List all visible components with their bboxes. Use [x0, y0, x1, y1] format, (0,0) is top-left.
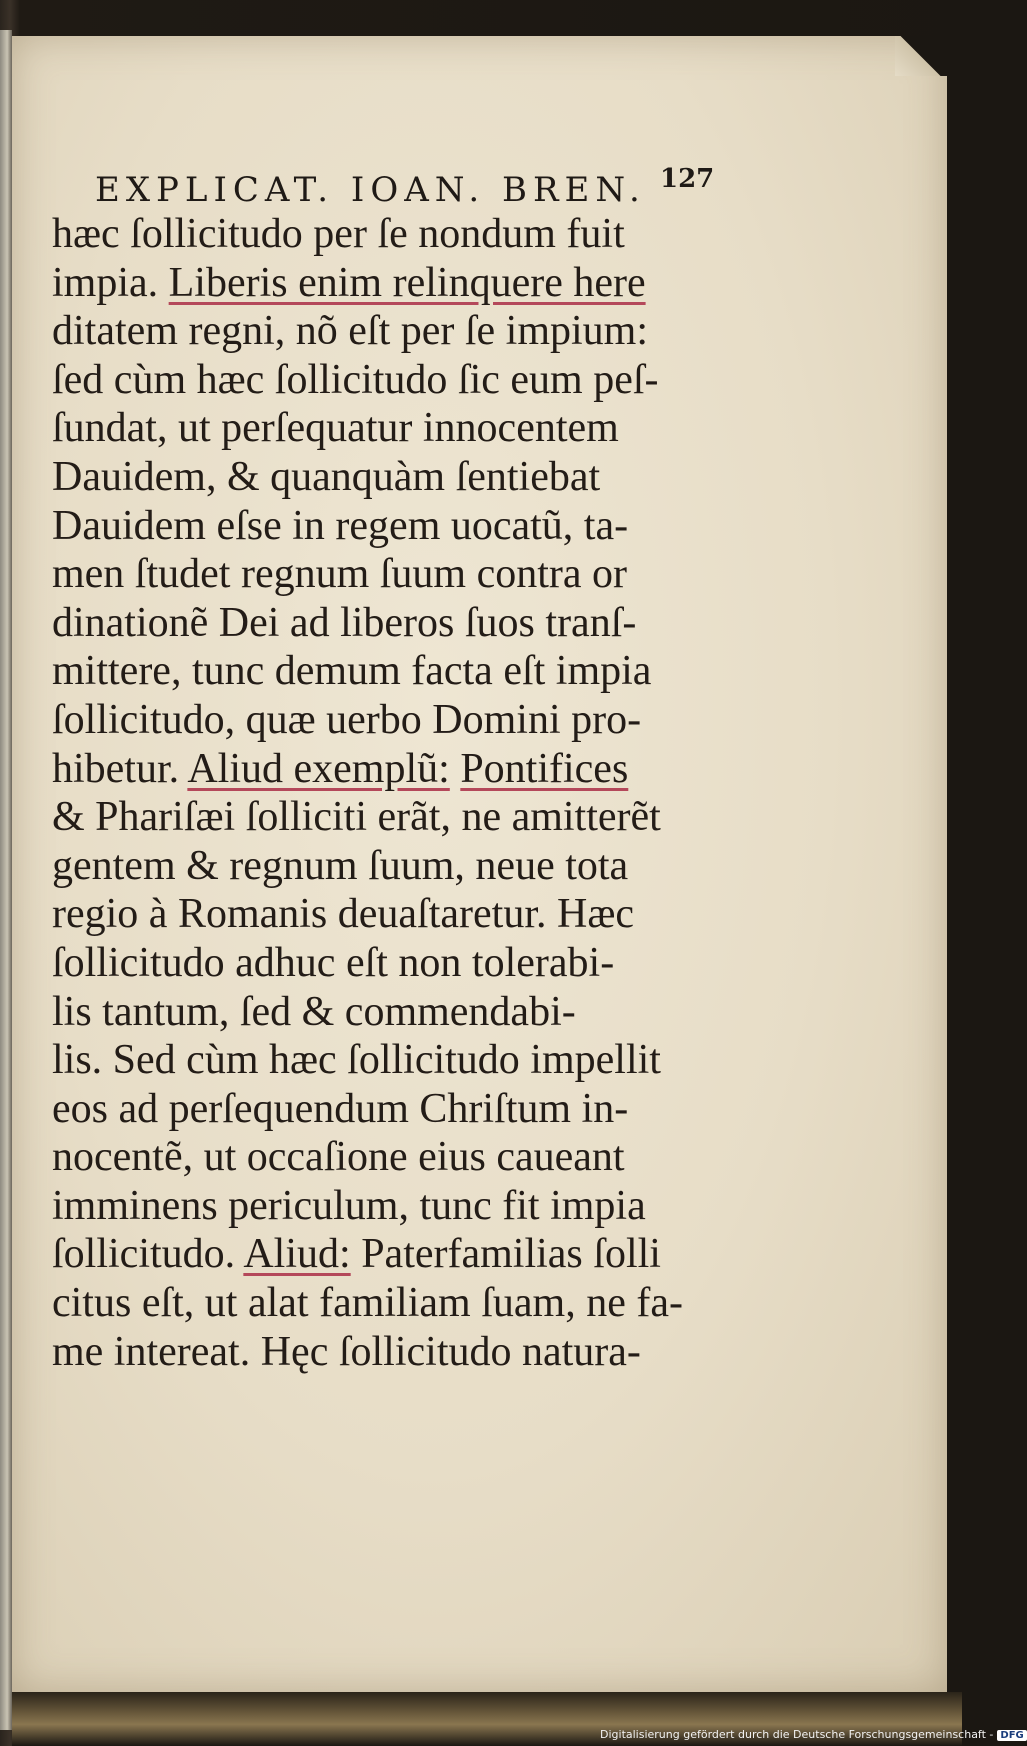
text-line-19: eos ad perſequendum Chriſtum in-	[52, 1085, 629, 1132]
text-line-13: & Phariſæi ſolliciti erãt, ne amitterẽt	[52, 794, 661, 841]
text-line-16: ſollicitudo adhuc eſt non tolerabi-	[52, 939, 615, 986]
page-number: 127	[660, 164, 715, 194]
text-line-14: gentem & regnum ſuum, neue tota	[52, 842, 629, 889]
underlined-phrase: Aliud:	[243, 1231, 351, 1278]
text-line-18: lis. Sed cùm hæc ſollicitudo impellit	[52, 1037, 661, 1084]
page-corner-fold	[895, 36, 947, 76]
underlined-phrase: Liberis enim relinquere here	[168, 259, 646, 306]
text-line-5: ſundat, ut perſequatur innocentem	[52, 405, 619, 452]
credit-text: Digitalisierung gefördert durch die Deutsche Forschungsgemeinschaft -	[600, 1728, 994, 1741]
text-line-11: ſollicitudo, quæ uerbo Domini pro-	[52, 696, 642, 743]
text-block	[52, 210, 742, 1376]
text-line-12: hibetur. Aliud exemplũ: Pontifices	[52, 745, 629, 792]
running-head-title: EXPLICAT. IOAN. BREN.	[95, 170, 646, 210]
text-line-15: regio à Romanis deuaſtaretur. Hæc	[52, 891, 634, 938]
text-line-21: imminens periculum, tunc fit impia	[52, 1182, 646, 1229]
text-line-10: mittere, tunc demum facta eſt impia	[52, 648, 652, 695]
text-line-7: Dauidem eſse in regem uocatũ, ta-	[52, 502, 629, 549]
text-line-3: ditatem regni, nõ eſt per ſe impium:	[52, 308, 649, 355]
text-line-6: Dauidem, & quanquàm ſentiebat	[52, 453, 601, 500]
digitization-credit	[600, 1728, 1024, 1744]
text-line-20: nocentẽ, ut occaſione eius caueant	[52, 1134, 625, 1181]
dfg-logo-icon: DFG	[997, 1730, 1026, 1741]
underlined-phrase: Aliud exemplũ:	[187, 745, 450, 792]
text-line-24: me intereat. Hęc ſollicitudo natura-	[52, 1328, 641, 1375]
text-line-9: dinationẽ Dei ad liberos ſuos tranſ-	[52, 599, 637, 646]
text-line-17: lis tantum, ſed & commendabi-	[52, 988, 576, 1035]
text-line-4: ſed cùm hæc ſollicitudo ſic eum peſ-	[52, 356, 659, 403]
text-line-8: men ſtudet regnum ſuum contra or	[52, 551, 628, 598]
underlined-phrase: Pontifices	[460, 745, 629, 792]
binding-edge	[0, 30, 12, 1730]
text-line-1: hæc ſollicitudo per ſe nondum fuit	[52, 211, 625, 257]
text-line-22: ſollicitudo. Aliud: Paterfamilias ſolli	[52, 1231, 661, 1278]
text-line-23: citus eſt, ut alat familiam ſuam, ne fa-	[52, 1280, 683, 1327]
text-line-2: impia. Liberis enim relinquere here	[52, 259, 646, 306]
